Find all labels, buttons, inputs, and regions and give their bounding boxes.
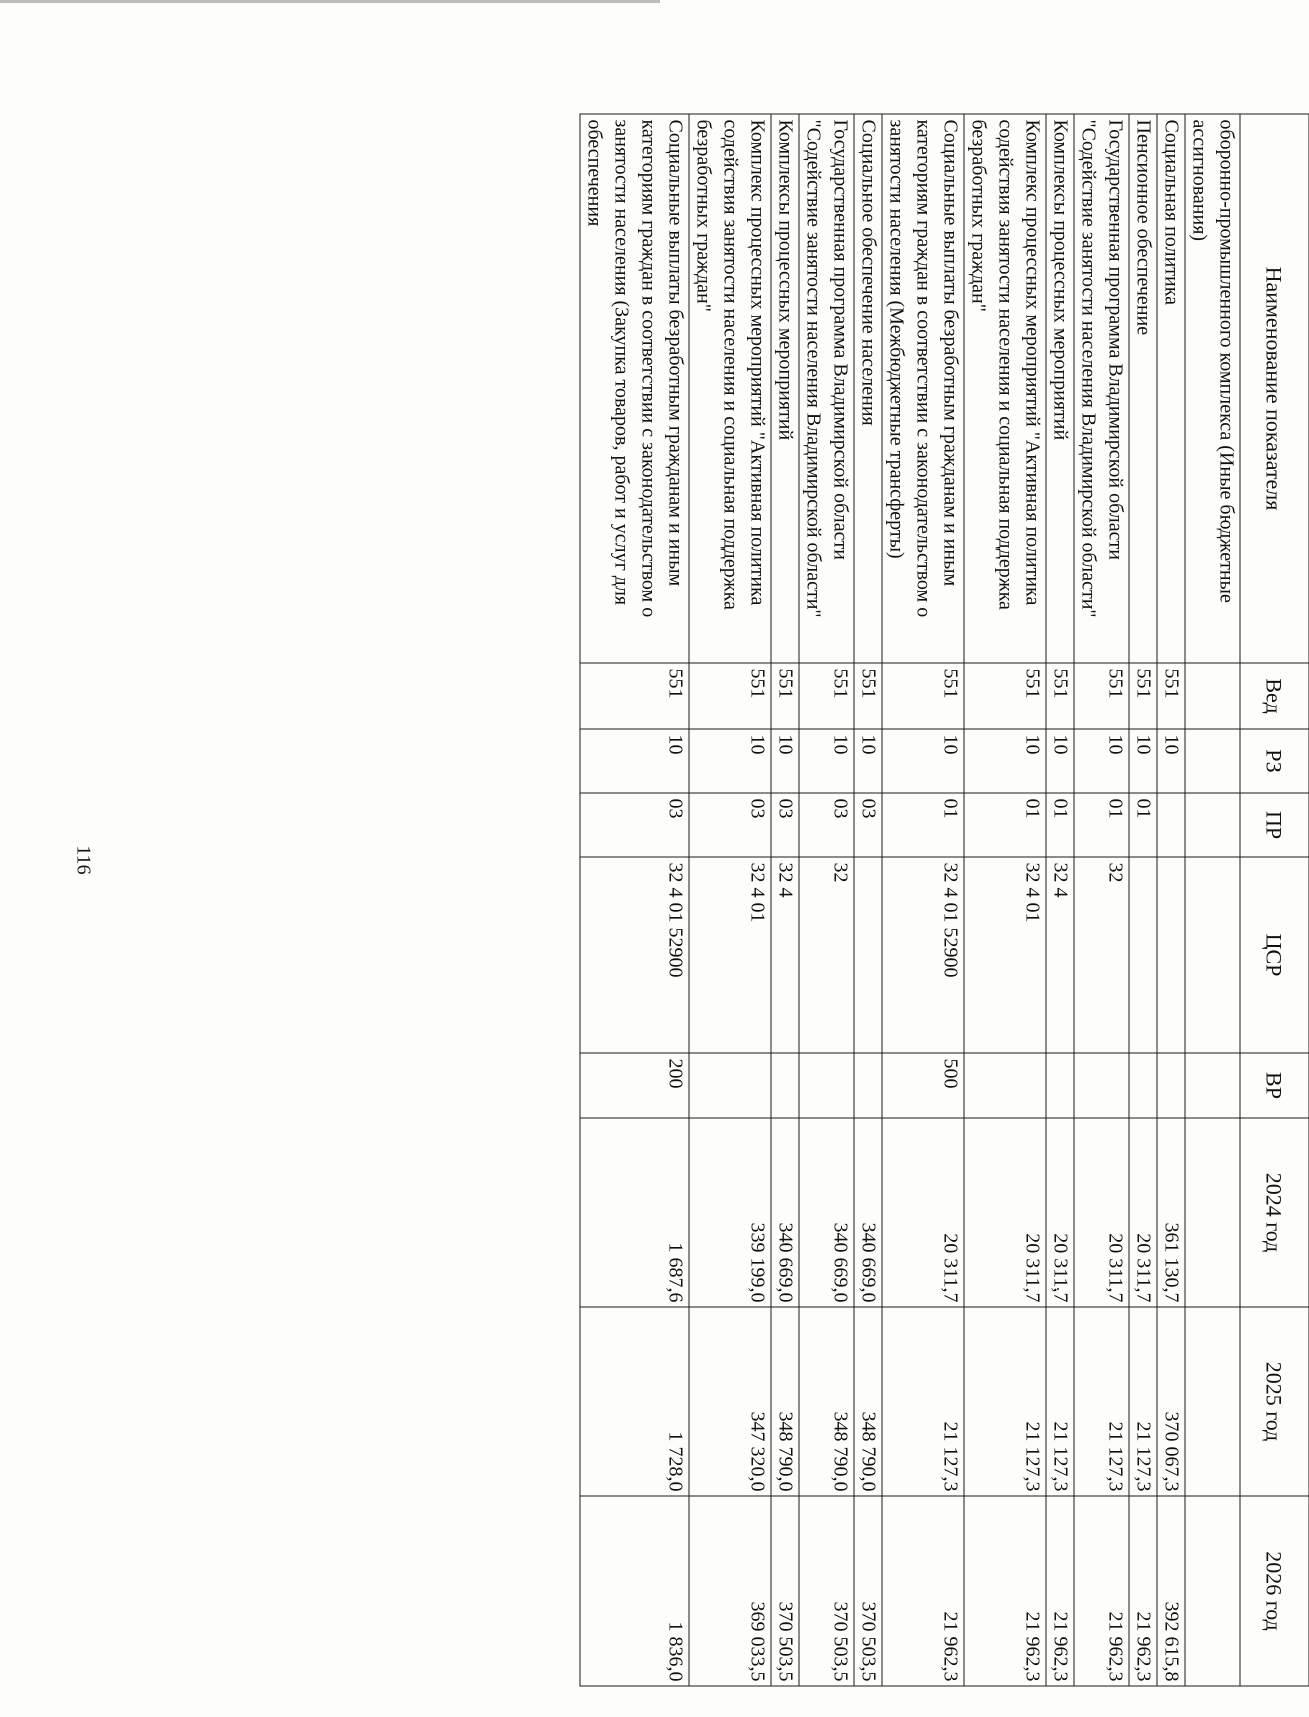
row-2026: 369 033,5 bbox=[689, 1496, 771, 1686]
row-vr bbox=[854, 1053, 882, 1118]
row-ved: 551 bbox=[580, 663, 689, 729]
header-csr: ЦСР bbox=[1240, 857, 1309, 1053]
row-2024: 20 311,7 bbox=[1129, 1118, 1157, 1307]
row-vr bbox=[689, 1053, 771, 1118]
row-rz: 10 bbox=[1157, 729, 1185, 793]
row-2026: 1 836,0 bbox=[580, 1496, 689, 1686]
header-rz: РЗ bbox=[1240, 729, 1309, 793]
row-name: Государственная программа Владимирской области "Содействие занятости населения Владимирской области" bbox=[799, 114, 854, 663]
row-2025: 370 067,3 bbox=[1157, 1307, 1185, 1496]
row-2026 bbox=[1185, 1496, 1240, 1686]
row-pr bbox=[1157, 793, 1185, 857]
header-ved: Вед bbox=[1240, 663, 1309, 729]
row-name: Социальные выплаты безработным гражданам и иным категориям граждан в соответствии с законодательством о занятости населения (Закупка товаров, работ и услуг для обеспечения bbox=[580, 114, 689, 663]
table-row bbox=[1157, 114, 1185, 1686]
row-2026: 370 503,5 bbox=[854, 1496, 882, 1686]
row-name: Пенсионное обеспечение bbox=[1129, 114, 1157, 663]
row-2024 bbox=[1185, 1118, 1240, 1307]
header-2024: 2024 год bbox=[1240, 1118, 1309, 1307]
row-2025 bbox=[1185, 1307, 1240, 1496]
row-vr bbox=[1157, 1053, 1185, 1118]
row-csr: 32 4 bbox=[771, 857, 799, 1053]
row-ved: 551 bbox=[964, 663, 1046, 729]
row-vr bbox=[1046, 1053, 1074, 1118]
row-2026: 21 962,3 bbox=[1129, 1496, 1157, 1686]
row-csr: 32 4 01 bbox=[964, 857, 1046, 1053]
row-name: Комплексы процессных мероприятий bbox=[771, 114, 799, 663]
row-2026: 21 962,3 bbox=[1046, 1496, 1074, 1686]
row-2025: 21 127,3 bbox=[1046, 1307, 1074, 1496]
row-vr bbox=[799, 1053, 854, 1118]
row-2026: 392 615,8 bbox=[1157, 1496, 1185, 1686]
row-pr: 03 bbox=[580, 793, 689, 857]
table-row bbox=[1185, 114, 1240, 1686]
row-pr: 01 bbox=[882, 793, 964, 857]
row-2025: 348 790,0 bbox=[771, 1307, 799, 1496]
header-name: Наименование показателя bbox=[1240, 114, 1309, 663]
row-ved bbox=[1185, 663, 1240, 729]
table-row bbox=[689, 114, 771, 1686]
rotated-table-wrapper bbox=[152, 113, 1309, 1685]
row-ved: 551 bbox=[689, 663, 771, 729]
row-2026: 21 962,3 bbox=[882, 1496, 964, 1686]
row-rz: 10 bbox=[964, 729, 1046, 793]
row-2025: 347 320,0 bbox=[689, 1307, 771, 1496]
row-pr: 03 bbox=[799, 793, 854, 857]
row-ved: 551 bbox=[771, 663, 799, 729]
row-rz: 10 bbox=[854, 729, 882, 793]
row-2024: 20 311,7 bbox=[1046, 1118, 1074, 1307]
row-vr: 200 bbox=[580, 1053, 689, 1118]
row-2025: 1 728,0 bbox=[580, 1307, 689, 1496]
row-2024: 20 311,7 bbox=[964, 1118, 1046, 1307]
row-vr bbox=[771, 1053, 799, 1118]
row-csr: 32 4 01 52900 bbox=[882, 857, 964, 1053]
row-pr: 03 bbox=[854, 793, 882, 857]
row-csr: 32 4 bbox=[1046, 857, 1074, 1053]
row-2025: 348 790,0 bbox=[854, 1307, 882, 1496]
row-csr: 32 bbox=[1074, 857, 1129, 1053]
table-row bbox=[854, 114, 882, 1686]
row-name: Социальные выплаты безработным гражданам и иным категориям граждан в соответствии с законодательством о занятости населения (Межбюджетные трансферты) bbox=[882, 114, 964, 663]
row-vr bbox=[1074, 1053, 1129, 1118]
row-ved: 551 bbox=[1157, 663, 1185, 729]
row-name: Социальное обеспечение населения bbox=[854, 114, 882, 663]
scan-edge bbox=[0, 0, 660, 3]
row-name: Комплекс процессных мероприятий "Активная политика содействия занятости населения и социальная поддержка безработных граждан" bbox=[964, 114, 1046, 663]
header-2025: 2025 год bbox=[1240, 1307, 1309, 1496]
row-pr: 03 bbox=[771, 793, 799, 857]
row-2025: 21 127,3 bbox=[1129, 1307, 1157, 1496]
row-vr: 500 bbox=[882, 1053, 964, 1118]
row-csr bbox=[854, 857, 882, 1053]
table-row bbox=[1129, 114, 1157, 1686]
page-number: 116 bbox=[72, 845, 95, 875]
row-ved: 551 bbox=[1129, 663, 1157, 729]
row-ved: 551 bbox=[1074, 663, 1129, 729]
row-vr bbox=[964, 1053, 1046, 1118]
row-ved: 551 bbox=[799, 663, 854, 729]
table-row bbox=[1046, 114, 1074, 1686]
row-2024: 20 311,7 bbox=[1074, 1118, 1129, 1307]
row-2025: 348 790,0 bbox=[799, 1307, 854, 1496]
row-2025: 21 127,3 bbox=[882, 1307, 964, 1496]
row-name: Государственная программа Владимирской области "Содействие занятости населения Владимирской области" bbox=[1074, 114, 1129, 663]
row-pr bbox=[1185, 793, 1240, 857]
table-row bbox=[799, 114, 854, 1686]
row-rz: 10 bbox=[882, 729, 964, 793]
row-rz: 10 bbox=[799, 729, 854, 793]
row-2024: 1 687,6 bbox=[580, 1118, 689, 1307]
row-2024: 339 199,0 bbox=[689, 1118, 771, 1307]
row-csr: 32 4 01 bbox=[689, 857, 771, 1053]
row-pr: 01 bbox=[1074, 793, 1129, 857]
row-2024: 340 669,0 bbox=[799, 1118, 854, 1307]
row-2026: 370 503,5 bbox=[771, 1496, 799, 1686]
row-pr: 01 bbox=[1046, 793, 1074, 857]
row-rz: 10 bbox=[689, 729, 771, 793]
row-ved: 551 bbox=[882, 663, 964, 729]
table-header-row bbox=[1240, 114, 1309, 1686]
row-pr: 01 bbox=[964, 793, 1046, 857]
row-ved: 551 bbox=[1046, 663, 1074, 729]
row-2024: 340 669,0 bbox=[854, 1118, 882, 1307]
table-row bbox=[882, 114, 964, 1686]
row-name: оборонно-промышленного комплекса (Иные бюджетные ассигнования) bbox=[1185, 114, 1240, 663]
row-rz: 10 bbox=[1074, 729, 1129, 793]
row-rz bbox=[1185, 729, 1240, 793]
row-2026: 21 962,3 bbox=[1074, 1496, 1129, 1686]
row-name: Комплекс процессных мероприятий "Активная политика содействия занятости населения и социальная поддержка безработных граждан" bbox=[689, 114, 771, 663]
header-pr: ПР bbox=[1240, 793, 1309, 857]
row-2024: 20 311,7 bbox=[882, 1118, 964, 1307]
row-2026: 21 962,3 bbox=[964, 1496, 1046, 1686]
row-csr bbox=[1185, 857, 1240, 1053]
header-vr: ВР bbox=[1240, 1053, 1309, 1118]
table-row bbox=[1074, 114, 1129, 1686]
row-rz: 10 bbox=[771, 729, 799, 793]
row-2025: 21 127,3 bbox=[964, 1307, 1046, 1496]
row-rz: 10 bbox=[580, 729, 689, 793]
table-row bbox=[964, 114, 1046, 1686]
row-name: Комплексы процессных мероприятий bbox=[1046, 114, 1074, 663]
header-2026: 2026 год bbox=[1240, 1496, 1309, 1686]
row-2024: 361 130,7 bbox=[1157, 1118, 1185, 1307]
row-name: Социальная политика bbox=[1157, 114, 1185, 663]
row-pr: 01 bbox=[1129, 793, 1157, 857]
row-rz: 10 bbox=[1129, 729, 1157, 793]
budget-table bbox=[579, 113, 1309, 1686]
row-csr: 32 bbox=[799, 857, 854, 1053]
row-rz: 10 bbox=[1046, 729, 1074, 793]
row-vr bbox=[1185, 1053, 1240, 1118]
row-2026: 370 503,5 bbox=[799, 1496, 854, 1686]
row-2025: 21 127,3 bbox=[1074, 1307, 1129, 1496]
row-pr: 03 bbox=[689, 793, 771, 857]
row-csr bbox=[1129, 857, 1157, 1053]
table-row bbox=[771, 114, 799, 1686]
table-row bbox=[580, 114, 689, 1686]
row-csr: 32 4 01 52900 bbox=[580, 857, 689, 1053]
row-vr bbox=[1129, 1053, 1157, 1118]
row-2024: 340 669,0 bbox=[771, 1118, 799, 1307]
row-csr bbox=[1157, 857, 1185, 1053]
row-ved: 551 bbox=[854, 663, 882, 729]
